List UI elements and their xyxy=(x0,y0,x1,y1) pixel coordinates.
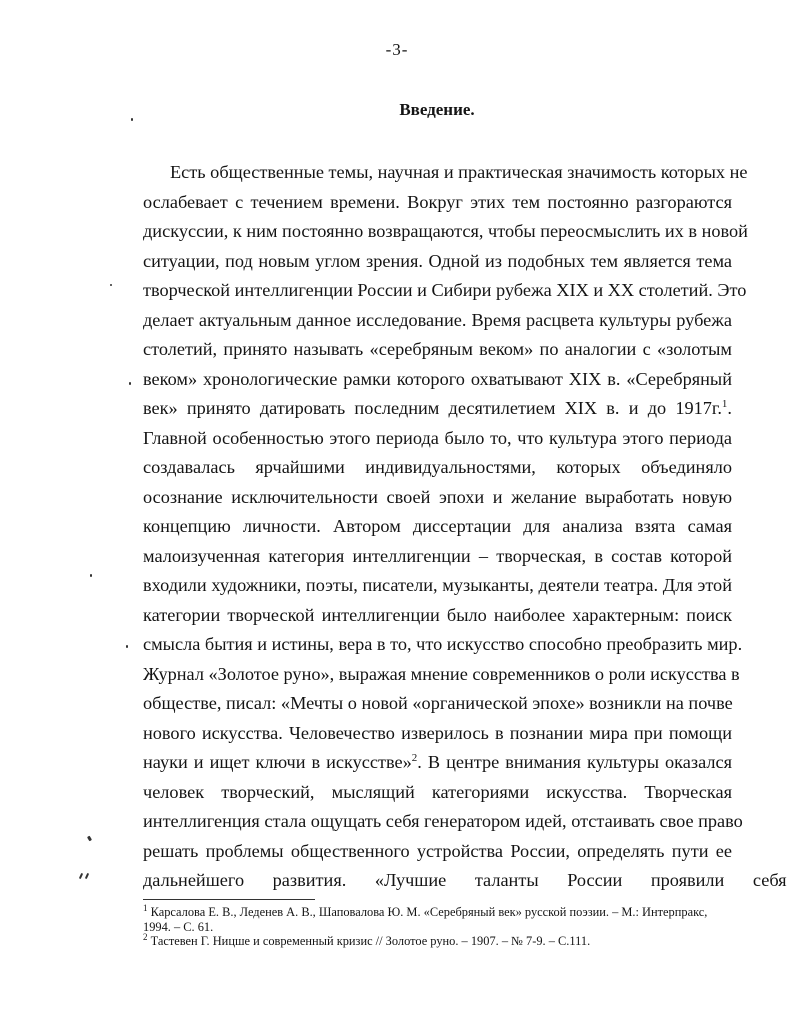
text-segment: науки и ищет ключи в искусстве» xyxy=(143,752,412,772)
text-line: категории творческой интеллигенции было наиболее характерным: поиск xyxy=(143,604,732,625)
text-line: Есть общественные темы, научная и практическая значимость которых не xyxy=(170,162,748,182)
text-line: концепцию личности. Автором диссертации для анализа взята самая xyxy=(143,516,732,536)
footnote-marker: 1 xyxy=(143,903,148,913)
footnote-text: Карсалова Е. В., Леденев А. В., Шаповалова Ю. М. «Серебряный век» русской поэзии. – М.: Интерпракс, xyxy=(147,905,708,919)
text-line: столетий, принято называть «серебряным веком» по аналогии с «золотым xyxy=(143,339,732,359)
text-line: обществе, писал: «Мечты о новой «органической эпохе» возникли на почве xyxy=(143,693,733,713)
text-line: творческой интеллигенции России и Сибири рубежа XIX и XX столетий. Это xyxy=(143,280,747,300)
footnote-1-continuation: 1994. – С. 61. xyxy=(143,919,214,934)
footnote-ref-2: 2 xyxy=(411,752,418,764)
text-line: смысла бытия и истины, вера в то, что искусство способно преобразить мир. xyxy=(143,634,743,654)
text-line: нового искусства. Человечество изверилось в познании мира при помощи xyxy=(143,722,732,743)
footnote-text: Тастевен Г. Ницше и современный кризис // Золотое руно. – 1907. – № 7-9. – С.111. xyxy=(147,934,591,948)
text-line: дальнейшего развития. «Лучшие таланты России проявили себя xyxy=(143,870,787,890)
footnotes xyxy=(143,905,733,949)
text-line: человек творческий, мыслящий категориями искусства. Творческая xyxy=(143,781,732,802)
scan-speck xyxy=(129,382,131,385)
text-line: делает актуальным данное исследование. Время расцвета культуры рубежа xyxy=(143,309,732,330)
text-line-with-footnote-2 xyxy=(143,748,732,778)
main-text xyxy=(143,158,787,896)
text-line: ситуации, под новым углом зрения. Одной из подобных тем является тема xyxy=(143,250,732,271)
scan-speck xyxy=(131,118,133,121)
page-number: -3- xyxy=(385,40,409,59)
scan-speck xyxy=(126,645,128,648)
footnote-separator xyxy=(143,899,315,900)
text-line: дискуссии, к ним постоянно возвращаются, чтобы переосмыслить их в новой xyxy=(143,221,748,241)
text-line: входили художники, поэты, писатели, музыканты, деятели театра. Для этой xyxy=(143,575,732,595)
scan-speck xyxy=(79,873,83,879)
footnote-ref-1: 1 xyxy=(721,398,728,410)
footnote-marker: 2 xyxy=(143,932,148,942)
footnote-2 xyxy=(143,934,733,949)
scan-speck xyxy=(87,836,92,842)
scan-speck xyxy=(90,574,92,577)
footnote-1 xyxy=(143,905,733,920)
section-heading: Введение. xyxy=(399,100,475,119)
text-line: Журнал «Золотое руно», выражая мнение современников о роли искусства в xyxy=(143,663,740,684)
text-line: Главной особенностью этого периода было то, что культура этого периода xyxy=(143,427,732,448)
scan-speck xyxy=(85,873,89,879)
text-line: создавалась ярчайшими индивидуальностями, которых объединяло xyxy=(143,457,732,477)
scan-speck xyxy=(110,284,112,286)
text-line-with-footnote-1: век» принято датировать последним десятилетием XIX в. и до 1917г.$^1$. xyxy=(143,398,732,418)
text-line: ослабевает с течением времени. Вокруг этих тем постоянно разгораются xyxy=(143,191,732,212)
text-line: веком» хронологические рамки которого охватывают XIX в. «Серебряный xyxy=(143,368,732,389)
text-line: осознание исключительности своей эпохи и желание выработать новую xyxy=(143,486,732,507)
text-line: малоизученная категория интеллигенции – творческая, в состав которой xyxy=(143,545,732,566)
text-segment: . В центре внимания культуры оказался xyxy=(417,752,733,772)
text-line: решать проблемы общественного устройства России, определять пути ее xyxy=(143,840,732,861)
text-line: интеллигенция стала ощущать себя генератором идей, отстаивать свое право xyxy=(143,811,743,831)
text-segment: век» принято датировать последним десятилетием XIX в. и до 1917г. xyxy=(143,398,722,418)
